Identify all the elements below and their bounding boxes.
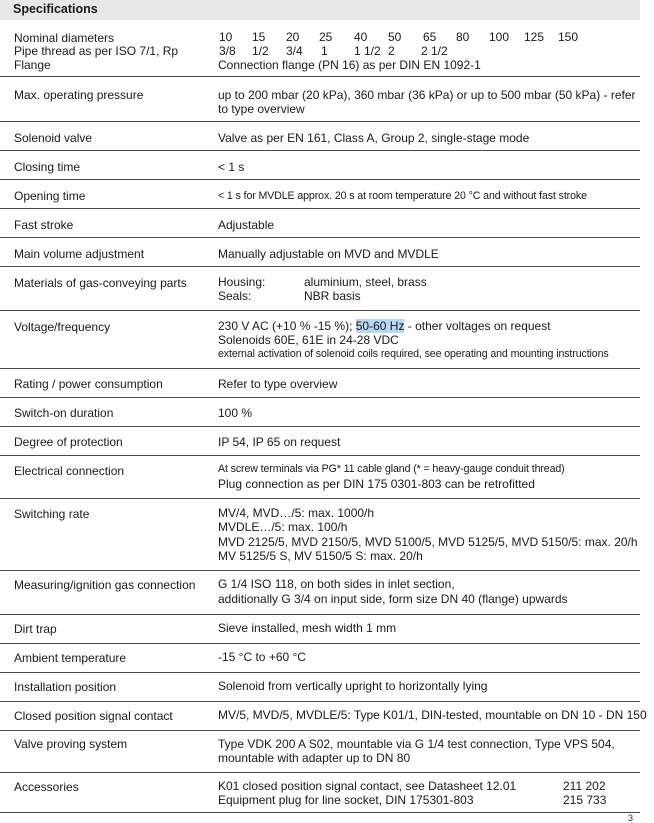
voltage-value-line1 bbox=[218, 319, 551, 333]
installation-label: Installation position bbox=[14, 680, 117, 694]
thread-value: 2 1/2 bbox=[421, 44, 448, 58]
closing-label: Closing time bbox=[14, 160, 81, 174]
opening-value: < 1 s for MVDLE approx. 20 s at room temperature 20 °C and without fast stroke bbox=[218, 190, 587, 202]
voltage-other: - other voltages on request bbox=[407, 319, 551, 333]
closing-value: < 1 s bbox=[218, 160, 245, 174]
rating-value: Refer to type overview bbox=[218, 377, 338, 391]
spec-row-fast-stroke bbox=[0, 209, 640, 238]
closed-position-label: Closed position signal contact bbox=[14, 709, 173, 723]
accessories-code1: 211 202 bbox=[563, 779, 606, 793]
solenoid-label: Solenoid valve bbox=[14, 131, 93, 145]
nominal-diameters-label: Nominal diameters bbox=[14, 31, 115, 45]
spec-row-installation bbox=[0, 673, 640, 702]
spec-row-pressure bbox=[0, 77, 640, 122]
electrical-label: Electrical connection bbox=[14, 464, 125, 478]
electrical-value-line1: At screw terminals via PG* 11 cable gland (* = heavy-gauge conduit thread) bbox=[218, 463, 565, 475]
diameter-value: 10 bbox=[219, 30, 233, 44]
ambient-value: -15 °C to +60 °C bbox=[218, 650, 306, 664]
spec-row-protection bbox=[0, 427, 640, 456]
diameter-value: 25 bbox=[319, 30, 333, 44]
seals-value: NBR basis bbox=[304, 289, 361, 303]
protection-value: IP 54, IP 65 on request bbox=[218, 435, 341, 449]
flange-value: Connection flange (PN 16) as per DIN EN 1092-1 bbox=[218, 58, 481, 72]
diameter-value: 65 bbox=[423, 30, 437, 44]
pressure-value-line2: to type overview bbox=[218, 102, 305, 116]
installation-value: Solenoid from vertically upright to horizontally lying bbox=[218, 679, 488, 693]
measuring-value-line1: G 1/4 ISO 118, on both sides in inlet section, bbox=[218, 577, 455, 591]
spec-row-switch-on bbox=[0, 398, 640, 427]
housing-value: aluminium, steel, brass bbox=[304, 275, 427, 289]
thread-value: 1/2 bbox=[252, 44, 269, 58]
spec-row-opening bbox=[0, 180, 640, 209]
switching-value-line4: MV 5125/5 S, MV 5150/5 S: max. 20/h bbox=[218, 549, 423, 563]
voltage-label: Voltage/frequency bbox=[14, 320, 111, 334]
dirt-trap-label: Dirt trap bbox=[14, 622, 57, 636]
specifications-heading: Specifications bbox=[0, 0, 640, 20]
flange-label: Flange bbox=[14, 58, 51, 72]
spec-row-volume bbox=[0, 238, 640, 267]
solenoid-value: Valve as per EN 161, Class A, Group 2, single-stage mode bbox=[218, 131, 530, 145]
volume-value: Manually adjustable on MVD and MVDLE bbox=[218, 247, 439, 261]
diameter-value: 15 bbox=[252, 30, 266, 44]
switching-value-line2: MVDLE…/5: max. 100/h bbox=[218, 520, 348, 534]
spec-row-voltage bbox=[0, 311, 640, 369]
ambient-label: Ambient temperature bbox=[14, 651, 127, 665]
measuring-value-line2: additionally G 3/4 on input side, form size DN 40 (flange) upwards bbox=[218, 592, 568, 606]
spec-row-nominal bbox=[0, 20, 640, 77]
voltage-value-line2: Solenoids 60E, 61E in 24-28 VDC bbox=[218, 333, 399, 347]
measuring-label: Measuring/ignition gas connection bbox=[14, 578, 196, 592]
accessories-label: Accessories bbox=[14, 780, 79, 794]
spec-row-rating bbox=[0, 369, 640, 398]
spec-row-dirt-trap bbox=[0, 615, 640, 644]
switching-value-line3: MVD 2125/5, MVD 2150/5, MVD 5100/5, MVD 5125/5, MVD 5150/5: max. 20/h bbox=[218, 535, 638, 549]
spec-row-materials bbox=[0, 267, 640, 311]
spec-row-solenoid bbox=[0, 122, 640, 151]
thread-value: 3/4 bbox=[286, 44, 303, 58]
accessories-value-line2: Equipment plug for line socket, DIN 175301-803 bbox=[218, 793, 474, 807]
thread-value: 1 bbox=[321, 44, 328, 58]
rating-label: Rating / power consumption bbox=[14, 377, 163, 391]
accessories-value-line1: K01 closed position signal contact, see Datasheet 12.01 bbox=[218, 779, 517, 793]
spec-row-closed-position bbox=[0, 702, 647, 731]
diameter-value: 100 bbox=[489, 30, 510, 44]
diameter-value: 20 bbox=[286, 30, 300, 44]
diameter-value: 150 bbox=[558, 30, 579, 44]
switching-value-line1: MV/4, MVD…/5: max. 1000/h bbox=[218, 506, 375, 520]
pressure-value-line1: up to 200 mbar (20 kPa), 360 mbar (36 kPa) or up to 500 mbar (50 kPa) - refer bbox=[218, 88, 636, 102]
spec-row-ambient bbox=[0, 644, 640, 673]
protection-label: Degree of protection bbox=[14, 435, 123, 449]
closed-position-value: MV/5, MVD/5, MVDLE/5: Type K01/1, DIN-tested, mountable on DN 10 - DN 150 bbox=[218, 708, 647, 722]
materials-label: Materials of gas-conveying parts bbox=[14, 276, 187, 290]
spec-row-switching bbox=[0, 499, 640, 571]
proving-label: Valve proving system bbox=[14, 737, 128, 751]
fast-stroke-label: Fast stroke bbox=[14, 218, 74, 232]
spec-row-measuring bbox=[0, 571, 640, 615]
accessories-code2: 215 733 bbox=[563, 793, 607, 807]
spec-row-electrical bbox=[0, 456, 640, 499]
spec-row-accessories bbox=[0, 773, 640, 813]
diameter-value: 50 bbox=[388, 30, 402, 44]
thread-value: 3/8 bbox=[219, 44, 236, 58]
frequency-highlight: 50-60 Hz bbox=[355, 319, 405, 333]
seals-label: Seals: bbox=[218, 289, 252, 303]
proving-value-line2: mountable with adapter up to DN 80 bbox=[218, 751, 411, 765]
diameter-value: 125 bbox=[524, 30, 545, 44]
volume-label: Main volume adjustment bbox=[14, 247, 145, 261]
switch-on-label: Switch-on duration bbox=[14, 406, 114, 420]
dirt-trap-value: Sieve installed, mesh width 1 mm bbox=[218, 621, 397, 635]
diameter-value: 80 bbox=[456, 30, 470, 44]
page-number: 3 bbox=[628, 813, 634, 823]
thread-value: 2 bbox=[388, 44, 395, 58]
housing-label: Housing: bbox=[218, 275, 266, 289]
pipe-thread-label: Pipe thread as per ISO 7/1, Rp bbox=[14, 44, 179, 58]
spec-row-closing bbox=[0, 151, 640, 180]
spec-row-proving bbox=[0, 731, 640, 773]
voltage-main: 230 V AC (+10 % -15 %); bbox=[218, 319, 353, 333]
proving-value-line1: Type VDK 200 A S02, mountable via G 1/4 test connection, Type VPS 504, bbox=[218, 737, 615, 751]
thread-value: 1 1/2 bbox=[354, 44, 381, 58]
switching-label: Switching rate bbox=[14, 507, 90, 521]
diameter-value: 40 bbox=[354, 30, 368, 44]
fast-stroke-value: Adjustable bbox=[218, 218, 275, 232]
pressure-label: Max. operating pressure bbox=[14, 88, 144, 102]
switch-on-value: 100 % bbox=[218, 406, 253, 420]
opening-label: Opening time bbox=[14, 189, 86, 203]
voltage-value-line3: external activation of solenoid coils required, see operating and mounting instructions bbox=[218, 348, 609, 360]
electrical-value-line2: Plug connection as per DIN 175 0301-803 can be retrofitted bbox=[218, 477, 535, 491]
